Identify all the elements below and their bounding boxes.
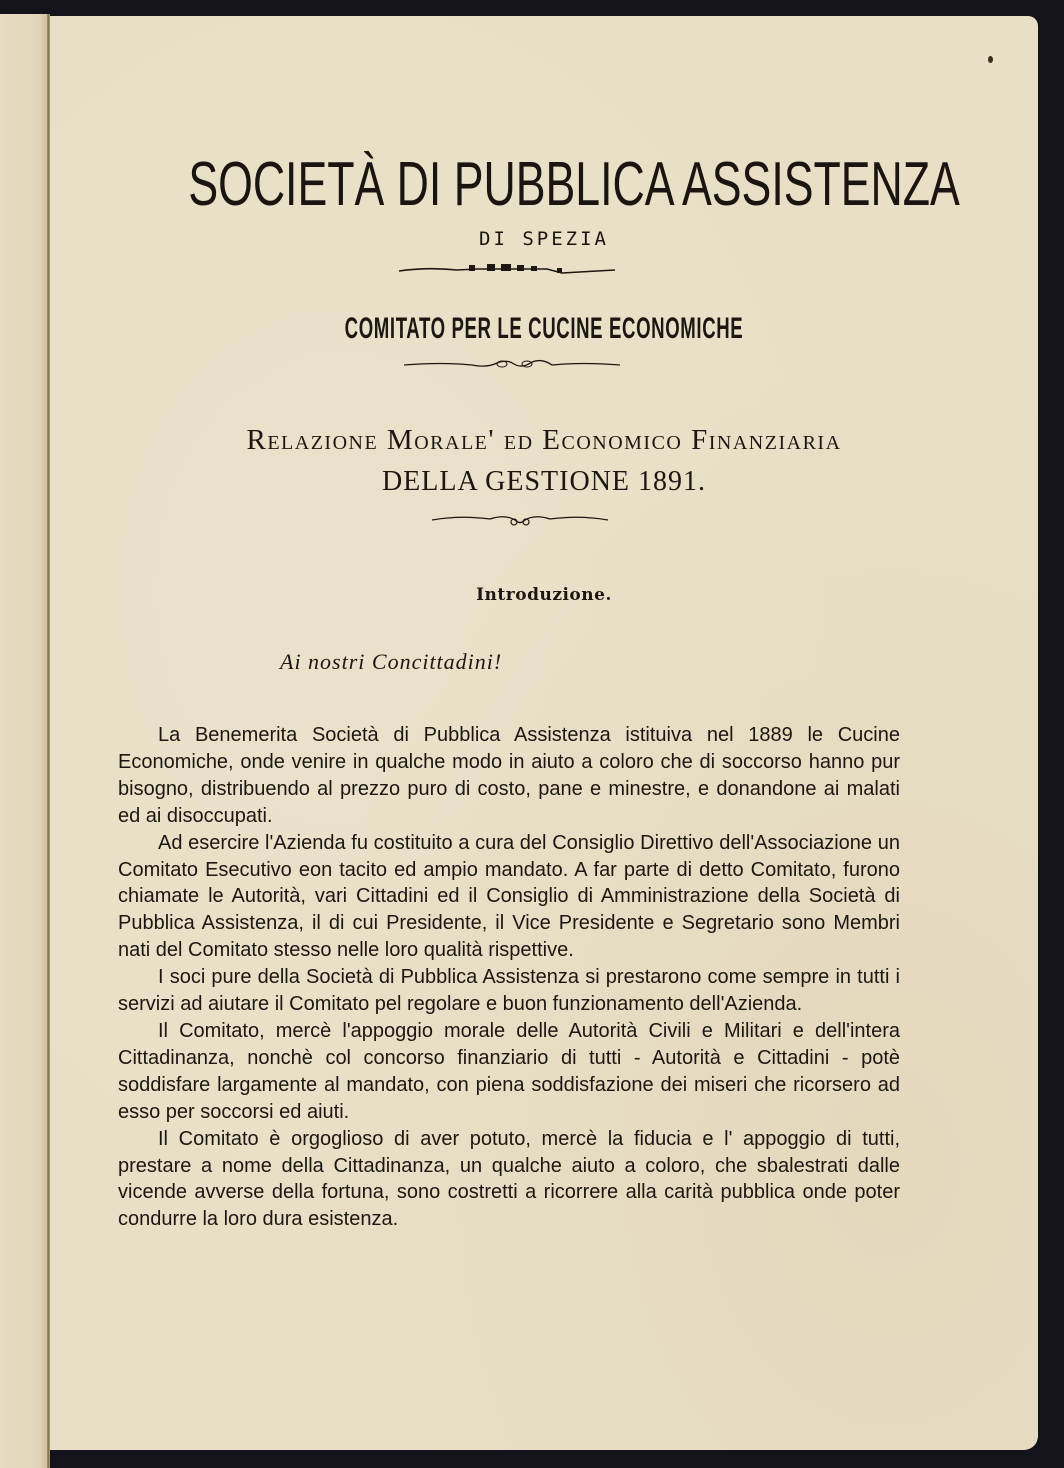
ornament-scroll-icon xyxy=(430,510,610,528)
ornament-divider-icon xyxy=(397,259,617,279)
ornament-flourish-icon xyxy=(402,356,622,372)
document-page xyxy=(50,16,1038,1450)
report-title-line-2: DELLA GESTIONE 1891. xyxy=(381,466,707,497)
paragraph: I soci pure della Società di Pubblica Assistenza si prestarono come sempre in tutti i servizi ad aiutare il Comitato pel regolare e buon funzionamento dell'Azienda. xyxy=(118,966,900,1016)
document-title: SOCIETÀ DI PUBBLICA ASSISTENZA xyxy=(188,150,960,219)
paragraph: Ad esercire l'Azienda fu costituito a cura del Consiglio Direttivo dell'Associazione un Comitato Esecutivo eon tacito ed ampio mandato. A far parte di detto Comitato, furono chiamate le Autorità, vari Cittadini ed il Consiglio di Amministrazione della Società di Pubblica Assistenza, il di cui Presidente, il Vice Presidente e Segretario sono Membri nati del Comitato stesso nelle loro qualità rispettive. xyxy=(118,831,900,962)
paragraph: Il Comitato, mercè l'appoggio morale delle Autorità Civili e Militari e dell'intera Cittadinanza, nonchè col concorso finanziario di tutti - Autorità e Cittadini - potè soddisfare largamente al mandato, con piena soddisfazione dei miseri che ricorsero ad esso per soccorsi ed aiuti. xyxy=(118,1019,900,1123)
document-subtitle: DI SPEZIA xyxy=(479,228,609,250)
section-heading: Introduzione. xyxy=(476,585,612,605)
previous-page-edge xyxy=(0,14,49,1468)
paragraph: Il Comitato è orgoglioso di aver potuto, mercè la fiducia e l' appoggio di tutti, prestare a nome della Cittadinanza, un qualche aiuto a coloro, che sbalestrati dalle vicende avverse della fortuna, sono costretti a ricorrere alla carità pubblica onde poter condurre la loro dura esistenza. xyxy=(118,1127,900,1231)
committee-heading: COMITATO PER LE CUCINE ECONOMICHE xyxy=(344,312,744,345)
greeting: Ai nostri Concittadini! xyxy=(280,649,503,674)
paragraph: La Benemerita Società di Pubblica Assistenza istituiva nel 1889 le Cucine Economiche, onde venire in qualche modo in aiuto a coloro che di soccorso hanno pur bisogno, distribuendo al prezzo puro di costo, pane e minestre, e donandone ai malati ed ai disoccupati. xyxy=(118,724,900,827)
report-title-line-1: Relazione Morale' ed Economico Finanziaria xyxy=(246,424,842,456)
paper-speck xyxy=(988,56,993,63)
body-text xyxy=(118,722,900,1233)
